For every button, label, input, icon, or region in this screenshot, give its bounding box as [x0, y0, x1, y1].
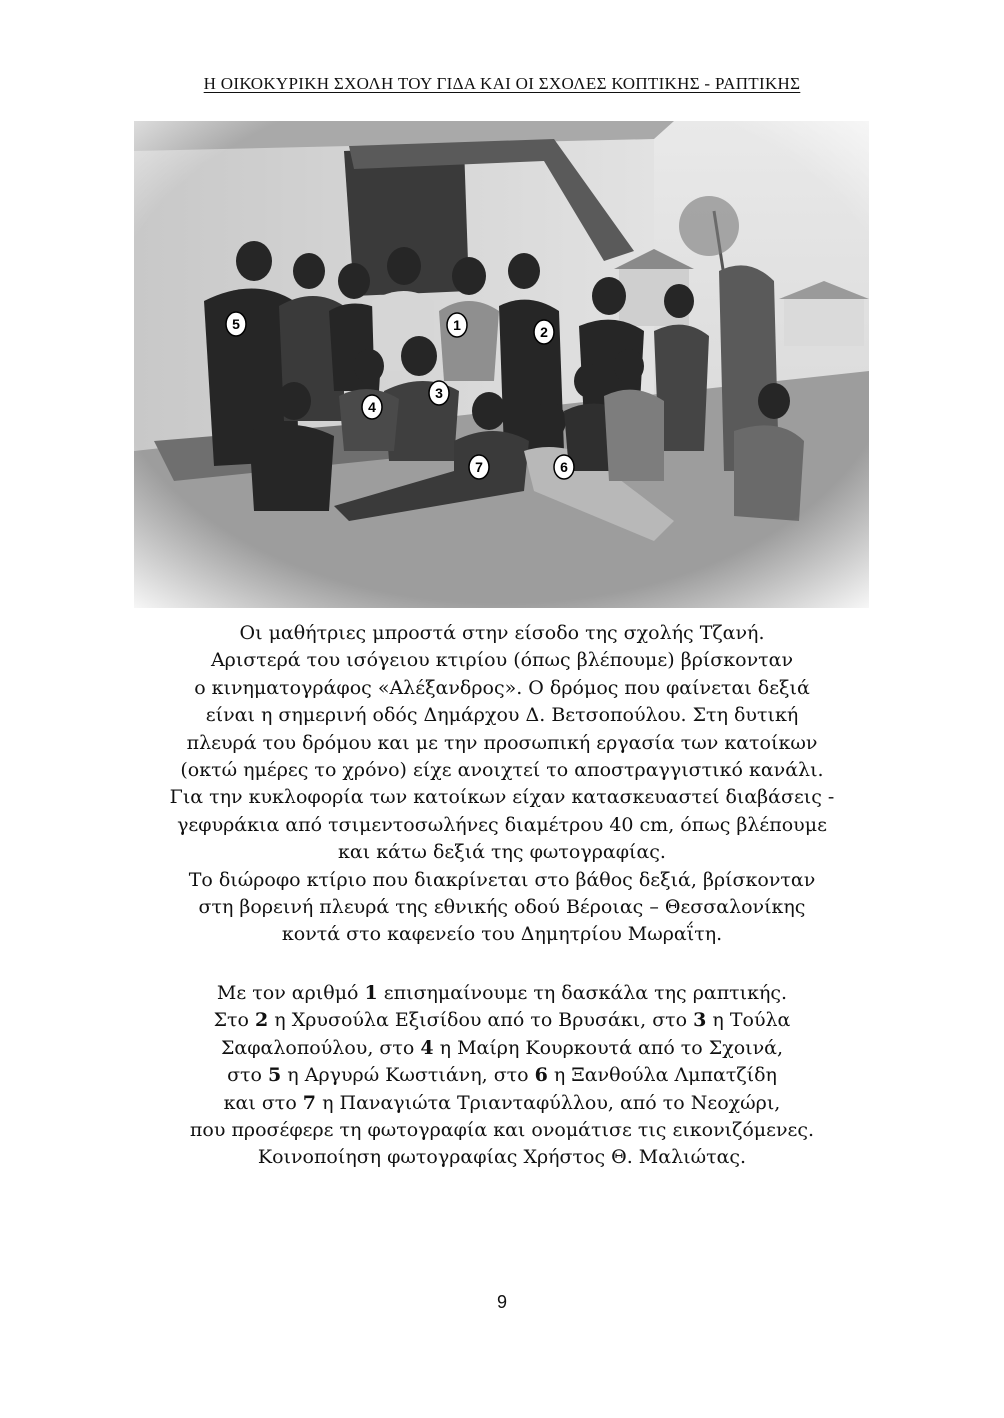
names-text: η Παναγιώτα Τριανταφύλλου, από το Νεοχώρι,: [316, 1091, 781, 1114]
names-line-2: [110, 1007, 894, 1034]
names-line-5: [110, 1090, 894, 1117]
caption-line-1: Οι μαθήτριες μπροστά στην είσοδο της σχολής Τζανή.: [239, 622, 765, 644]
running-header: [0, 74, 1004, 94]
names-text: επισημαίνουμε τη δασκάλα της ραπτικής.: [377, 982, 788, 1004]
caption-line-8: γεφυράκια από τσιμεντοσωλήνες διαμέτρου 40 cm, όπως βλέπουμε: [177, 813, 827, 836]
person-number: 6: [534, 1064, 548, 1087]
person-number: 5: [268, 1064, 282, 1087]
names-text: η Ξανθούλα Λμπατζίδη: [547, 1064, 777, 1087]
caption-line-2: Αριστερά του ισόγειου κτιρίου (όπως βλέπουμε) βρίσκονταν: [210, 649, 794, 672]
caption-line-7: Για την κυκλοφορία των κατοίκων είχαν κατασκευαστεί διαβάσεις -: [169, 786, 835, 809]
caption-line-12: κοντά στο καφενείο του Δημητρίου Μωραΐτη.: [281, 923, 723, 946]
person-number: 3: [693, 1009, 707, 1032]
names-text: και στο: [223, 1091, 303, 1114]
caption-line-5: πλευρά του δρόμου και με την προσωπική εργασία των κατοίκων: [186, 731, 818, 754]
names-line-7: Κοινοποίηση φωτογραφίας Χρήστος Θ. Μαλιώτας.: [257, 1146, 747, 1169]
names-line-1: [110, 980, 894, 1007]
running-header-title: Η ΟΙΚΟΚΥΡΙΚΗ ΣΧΟΛΗ ΤΟΥ ΓΙΔΑ ΚΑΙ ΟΙ ΣΧΟΛΕΣ ΚΟΠΤΙΚΗΣ - ΡΑΠΤΙΚΗΣ: [203, 74, 801, 93]
names-text: Σαφαλοπούλου, στο: [220, 1036, 421, 1059]
photo-caption: [110, 620, 894, 949]
names-text: η Αργυρώ Κωστιάνη, στο: [281, 1064, 535, 1087]
caption-line-6: (οκτώ ημέρες το χρόνο) είχε ανοιχτεί το αποστραγγιστικό κανάλι.: [180, 759, 824, 782]
caption-line-4: είναι η σημερινή οδός Δημάρχου Δ. Βετσοπούλου. Στη δυτική: [205, 704, 799, 727]
person-number: 2: [255, 1009, 269, 1032]
caption-line-11: στη βορεινή πλευρά της εθνικής οδού Βέροιας – Θεσσαλονίκης: [198, 896, 806, 919]
caption-line-10: Το διώροφο κτίριο που διακρίνεται στο βάθος δεξιά, βρίσκονταν: [188, 868, 816, 891]
names-text: Με τον αριθμό: [216, 982, 365, 1004]
names-line-6: που προσέφερε τη φωτογραφία και ονομάτισε τις εικονιζόμενες.: [189, 1119, 815, 1142]
page-number: 9: [496, 1292, 507, 1312]
names-line-4: [110, 1062, 894, 1089]
names-line-3: [110, 1035, 894, 1062]
person-number: 7: [302, 1091, 317, 1114]
names-text: στο: [227, 1064, 269, 1087]
names-text: Στο: [213, 1009, 256, 1032]
person-number: 1: [364, 982, 378, 1004]
names-text: η Τούλα: [706, 1009, 791, 1032]
people-identification: [110, 980, 894, 1172]
person-number: 4: [420, 1036, 434, 1059]
caption-line-9: και κάτω δεξιά της φωτογραφίας.: [338, 841, 666, 864]
names-text: η Μαίρη Κουρκουτά από το Σχοινά,: [433, 1036, 784, 1059]
caption-line-3: ο κινηματογράφος «Αλέξανδρος». Ο δρόμος που φαίνεται δεξιά: [194, 676, 810, 699]
historical-photograph: [134, 121, 869, 608]
names-text: η Χρυσούλα Εξισίδου από το Βρυσάκι, στο: [268, 1009, 694, 1032]
